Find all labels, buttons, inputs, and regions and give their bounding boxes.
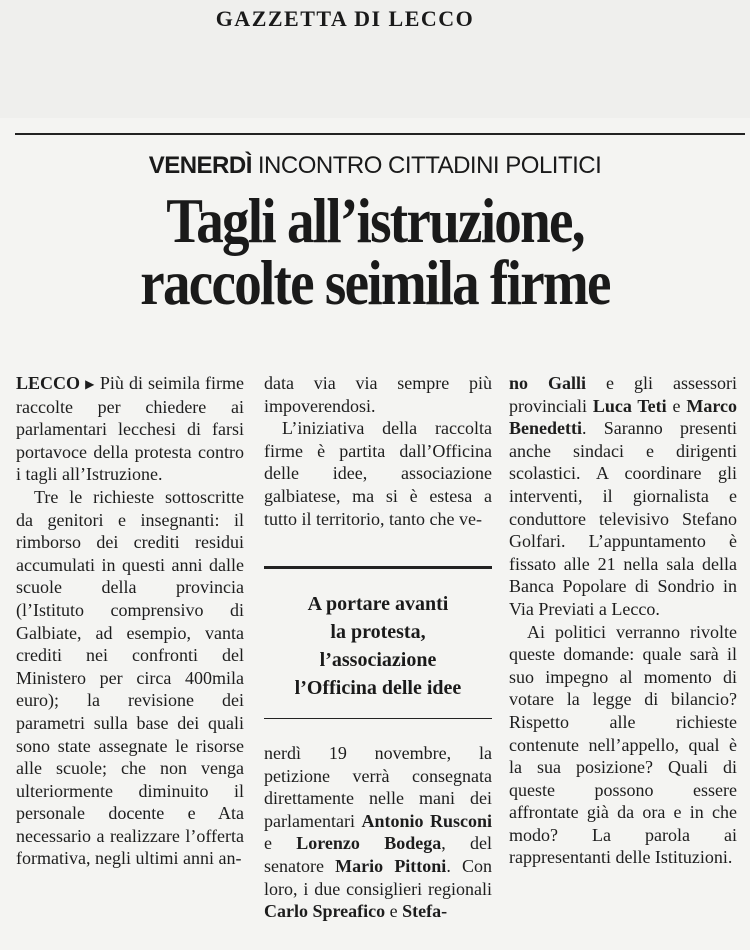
dateline: LECCO — [16, 373, 81, 393]
pullquote-line: A portare avanti — [307, 593, 449, 615]
dateline-arrow-icon: ▶ — [85, 377, 95, 391]
paragraph — [16, 372, 244, 486]
person-name: Mario Pittoni — [335, 855, 447, 876]
header-rule — [15, 133, 745, 135]
text-run: e — [385, 901, 403, 922]
article-column-2-top — [264, 372, 492, 530]
text-run: e gli assessori provinciali — [509, 373, 737, 416]
paragraph: Ai politici verranno rivolte queste domande: quale sarà il suo impegno al momento di votare la legge di bilancio? Rispetto alle richieste contenute nell’appello, qual è la sua posizione? Quali di queste possono essere affrontate già da ora e in che modo? La parola ai rappresentanti delle Istituzioni. — [509, 621, 737, 868]
person-name: Lorenzo Bodega — [296, 833, 442, 854]
headline — [53, 185, 698, 318]
person-name: Luca Teti — [592, 395, 667, 416]
text-run: e — [264, 833, 297, 854]
headline-line-1: Tagli all’istruzione, — [166, 185, 584, 256]
pullquote-line: l’Officina delle idee — [294, 677, 462, 699]
paragraph: data via via sempre più impoverendosi. — [264, 373, 492, 416]
person-name: Antonio Rusconi — [361, 810, 493, 831]
text-run: nerdì 19 novembre, la petizione verrà consegnata direttamente nelle mani dei parlamentari — [264, 743, 492, 831]
pullquote-bottom-rule — [264, 718, 492, 719]
article-column-1 — [16, 372, 244, 870]
paragraph — [509, 372, 737, 621]
person-name: Marco Benedetti — [509, 395, 737, 439]
person-name: Carlo Spreafico — [264, 901, 386, 922]
text-run: . Saranno presenti anche sindaci e dirigenti scolastici. A coordinare gli interventi, il giornalista e conduttore televisivo Stefano Golfari. L’appuntamento è fissato alle 21 nella sala della Banca Popolare di Sondrio in Via Previati a Lecco. — [509, 418, 737, 619]
paragraph: Tre le richieste sottoscritte da genitori e insegnanti: il rimborso dei crediti residui accumulati in questi anni dalle scuole della provincia (l’Istituto comprensivo di Galbiate, ad esempio, vanta crediti nei confronti del Ministero per circa 400mila euro); la revisione dei parametri sulla base dei quali sono state assegnate le risorse alle scuole; che non venga ulteriormente diminuito il personale docente e Ata necessario a realizzare l’offerta formativa, negli ultimi anni an- — [16, 486, 244, 869]
article-column-3 — [509, 372, 737, 869]
paragraph-text: Più di seimila firme raccolte per chiedere ai parlamentari lecchesi di farsi portavoce della protesta contro i tagli all’Istruzione. — [16, 373, 245, 485]
newspaper-masthead: GAZZETTA DI LECCO — [215, 6, 475, 31]
pullquote-line: l’associazione — [319, 649, 437, 671]
person-name: Stefa- — [402, 901, 448, 922]
paragraph — [264, 742, 492, 923]
paragraph: L’iniziativa della raccolta firme è partita dall’Officina delle idee, associazione galbiatese, ma si è estesa a tutto il territorio, tanto che ve- — [264, 418, 492, 529]
person-name: no Galli — [509, 373, 587, 393]
text-run: e — [666, 395, 687, 416]
headline-line-2: raccolte seimila firme — [140, 247, 610, 318]
article-column-2-bottom — [264, 742, 492, 923]
pullquote-line: la protesta, — [330, 621, 426, 643]
pullquote — [264, 590, 492, 702]
pullquote-top-rule — [264, 566, 492, 569]
kicker-topic: INCONTRO CITTADINI POLITICI — [257, 152, 602, 179]
text-run: . Con loro, i due consiglieri regionali — [264, 855, 492, 899]
kicker — [0, 152, 750, 180]
kicker-day: VENERDÌ — [148, 152, 252, 179]
text-run: , del senatore — [264, 833, 492, 876]
